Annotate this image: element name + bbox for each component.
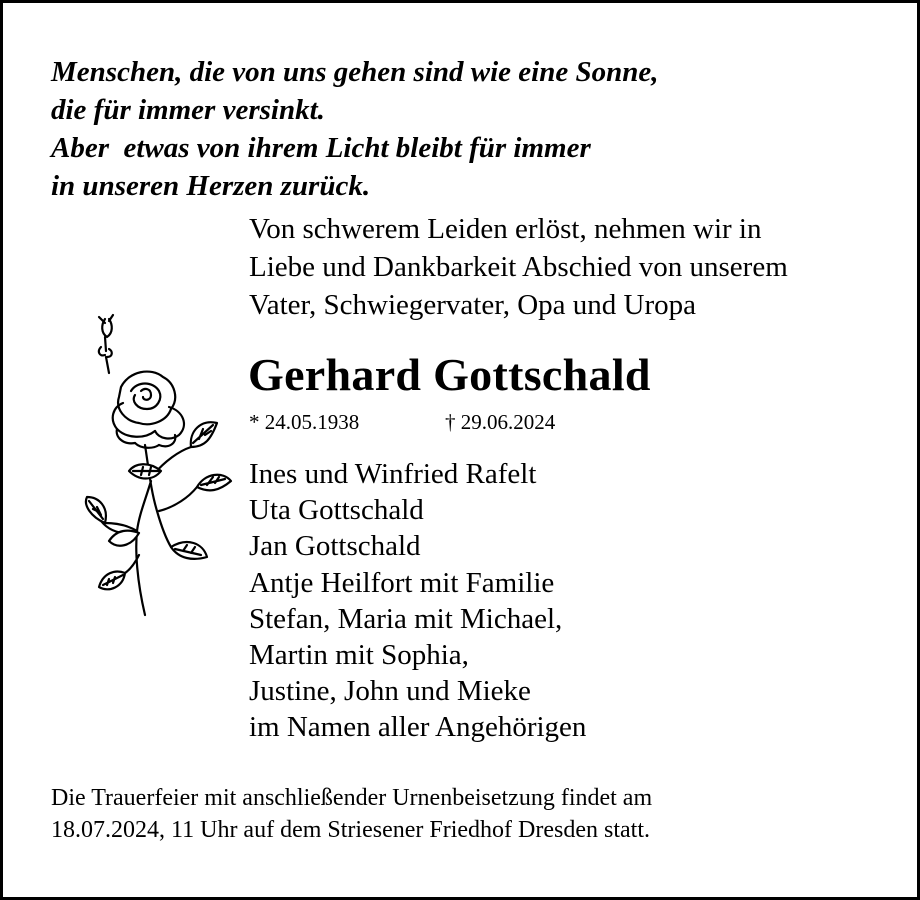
- farewell-text: [249, 210, 788, 324]
- poem-line: in unseren Herzen zurück.: [51, 170, 371, 202]
- ceremony-line: 18.07.2024, 11 Uhr auf dem Striesener Friedhof Dresden statt.: [51, 817, 650, 843]
- mourner-line: Justine, John und Mieke: [249, 675, 531, 708]
- memorial-poem: [51, 53, 658, 205]
- death-date: † 29.06.2024: [445, 410, 556, 434]
- deceased-name: Gerhard Gottschald: [248, 349, 651, 400]
- poem-line: Menschen, die von uns gehen sind wie eine Sonne,: [51, 56, 659, 88]
- mourner-line: Jan Gottschald: [249, 530, 421, 563]
- mourner-line: Stefan, Maria mit Michael,: [249, 602, 563, 635]
- mourner-line: Ines und Winfried Rafelt: [249, 458, 537, 490]
- funeral-details: [51, 782, 652, 846]
- mourner-line: Antje Heilfort mit Familie: [249, 566, 555, 599]
- intro-line: Liebe und Dankbarkeit Abschied von unserem: [249, 251, 788, 283]
- mourner-line: Martin mit Sophia,: [249, 639, 469, 672]
- intro-line: Von schwerem Leiden erlöst, nehmen wir in: [249, 213, 762, 245]
- poem-line: die für immer versinkt.: [51, 94, 325, 126]
- ceremony-line: Die Trauerfeier mit anschließender Urnenbeisetzung findet am: [51, 785, 653, 811]
- intro-line: Vater, Schwiegervater, Opa und Uropa: [249, 289, 697, 321]
- life-dates: [249, 408, 556, 436]
- birth-date: * 24.05.1938: [249, 410, 360, 434]
- mourner-line: Uta Gottschald: [249, 494, 424, 527]
- mourners-list: [249, 456, 586, 746]
- rose-icon: [79, 311, 239, 621]
- mourner-line: im Namen aller Angehörigen: [249, 711, 587, 744]
- poem-line: Aber etwas von ihrem Licht bleibt für immer: [51, 132, 591, 164]
